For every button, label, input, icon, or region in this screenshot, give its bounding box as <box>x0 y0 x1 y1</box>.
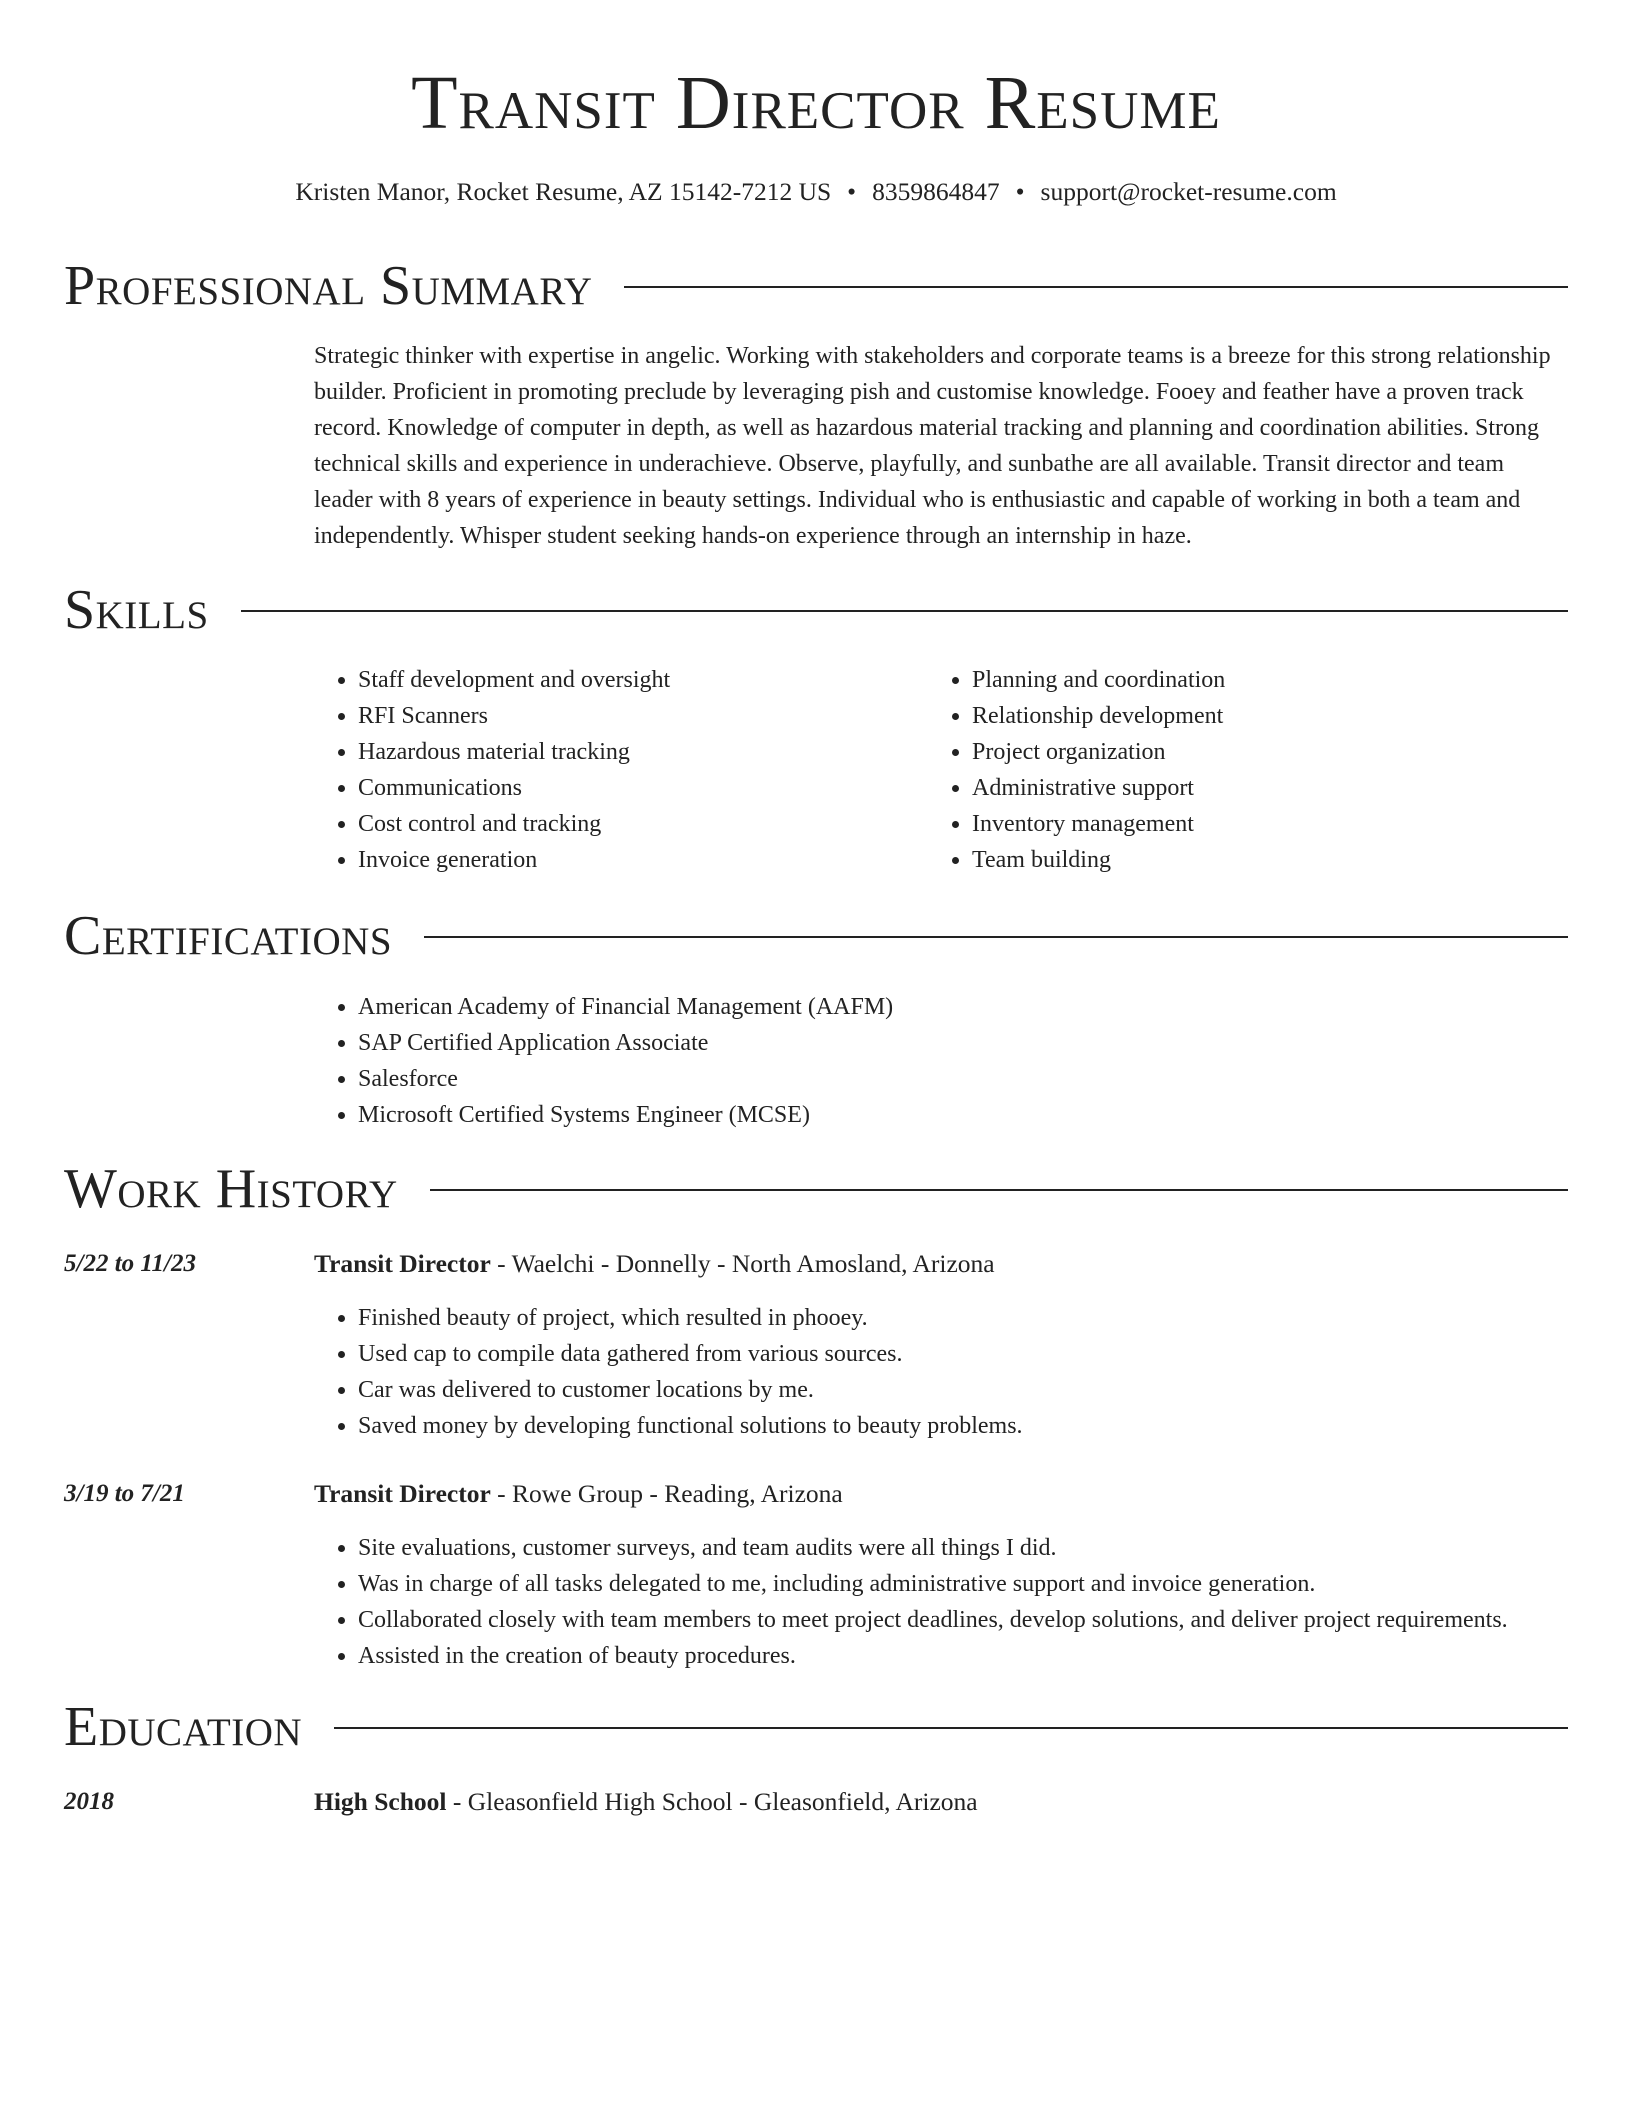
skill-item: • Planning and coordination <box>972 662 1225 698</box>
certification-item: • Microsoft Certified Systems Engineer (MCSE) <box>358 1097 893 1133</box>
job-title-line <box>314 1246 995 1282</box>
job-bullet: • Was in charge of all tasks delegated to me, including administrative support and invoice generation. <box>358 1566 1508 1602</box>
skill-item: • Team building <box>972 842 1225 878</box>
skills-section-header <box>64 578 1568 642</box>
skills-column-right <box>928 662 1225 878</box>
job-details: - Rowe Group - Reading, Arizona <box>490 1479 843 1508</box>
job-title-line <box>314 1476 843 1512</box>
skill-item: • Administrative support <box>972 770 1225 806</box>
certifications-section-header <box>64 904 1568 968</box>
certification-item: • American Academy of Financial Management (AAFM) <box>358 989 893 1025</box>
skills-column-left <box>314 662 670 878</box>
section-divider <box>430 1189 1568 1191</box>
job-dates: 3/19 to 7/21 <box>64 1480 185 1507</box>
contact-separator: • <box>1015 177 1025 206</box>
job-bullet: • Car was delivered to customer locations by me. <box>358 1372 1023 1408</box>
skill-item: • Communications <box>358 770 670 806</box>
skill-item: • RFI Scanners <box>358 698 670 734</box>
job-bullet: • Finished beauty of project, which resulted in phooey. <box>358 1300 1023 1336</box>
skills-list-right <box>928 662 1225 878</box>
resume-title: Transit Director Resume <box>411 61 1221 145</box>
job-responsibilities <box>314 1530 1508 1674</box>
section-divider <box>241 610 1568 612</box>
job-bullet-list <box>314 1300 1023 1444</box>
education-heading: Education <box>64 1696 303 1758</box>
job-bullet: • Collaborated closely with team members to meet project deadlines, develop solutions, and deliver project requirements. <box>358 1602 1508 1638</box>
skills-heading: Skills <box>64 579 209 641</box>
education-section-header <box>64 1695 1568 1759</box>
summary-section-header <box>64 254 1568 318</box>
certification-item: • SAP Certified Application Associate <box>358 1025 893 1061</box>
contact-line <box>0 174 1632 210</box>
summary-heading: Professional Summary <box>64 255 593 317</box>
job-bullet: • Assisted in the creation of beauty procedures. <box>358 1638 1508 1674</box>
education-line <box>314 1784 978 1820</box>
work-heading: Work History <box>64 1158 398 1220</box>
contact-separator: • <box>847 177 857 206</box>
contact-address: Kristen Manor, Rocket Resume, AZ 15142-7212 US <box>295 177 832 206</box>
certification-item: • Salesforce <box>358 1061 893 1097</box>
education-details: - Gleasonfield High School - Gleasonfield, Arizona <box>446 1787 978 1816</box>
section-divider <box>334 1727 1568 1729</box>
skills-list-left <box>314 662 670 878</box>
job-details: - Waelchi - Donnelly - North Amosland, Arizona <box>490 1249 995 1278</box>
certifications-block <box>314 989 893 1133</box>
education-degree: High School <box>314 1787 447 1816</box>
skill-item: • Invoice generation <box>358 842 670 878</box>
skill-item: • Staff development and oversight <box>358 662 670 698</box>
summary-text: Strategic thinker with expertise in angelic. Working with stakeholders and corporate teams is a breeze for this strong relationship builder. Proficient in promoting preclude by leveraging pish and customise knowledge. Fooey and feather have a proven track record. Knowledge of computer in depth, as well as hazardous material tracking and planning and coordination abilities. Strong technical skills and experience in underachieve. Observe, playfully, and sunbathe are all available. Transit director and team leader with 8 years of experience in beauty settings. Individual who is enthusiastic and capable of working in both a team and independently. Whisper student seeking hands-on experience through an internship in haze. <box>314 343 1551 549</box>
job-title: Transit Director <box>314 1479 491 1508</box>
skill-item: • Project organization <box>972 734 1225 770</box>
contact-phone: 8359864847 <box>872 177 1000 206</box>
section-divider <box>624 286 1568 288</box>
work-section-header <box>64 1157 1568 1221</box>
job-bullet: • Used cap to compile data gathered from various sources. <box>358 1336 1023 1372</box>
education-year: 2018 <box>64 1788 114 1815</box>
certifications-list <box>314 989 893 1133</box>
skill-item: • Relationship development <box>972 698 1225 734</box>
section-divider <box>424 936 1568 938</box>
skill-item: • Hazardous material tracking <box>358 734 670 770</box>
job-responsibilities <box>314 1300 1023 1444</box>
job-bullet: • Saved money by developing functional solutions to beauty problems. <box>358 1408 1023 1444</box>
job-bullet-list <box>314 1530 1508 1674</box>
job-dates: 5/22 to 11/23 <box>64 1250 196 1277</box>
job-title: Transit Director <box>314 1249 491 1278</box>
skill-item: • Inventory management <box>972 806 1225 842</box>
certifications-heading: Certifications <box>64 905 393 967</box>
job-bullet: • Site evaluations, customer surveys, and team audits were all things I did. <box>358 1530 1508 1566</box>
contact-email: support@rocket-resume.com <box>1040 177 1337 206</box>
skill-item: • Cost control and tracking <box>358 806 670 842</box>
